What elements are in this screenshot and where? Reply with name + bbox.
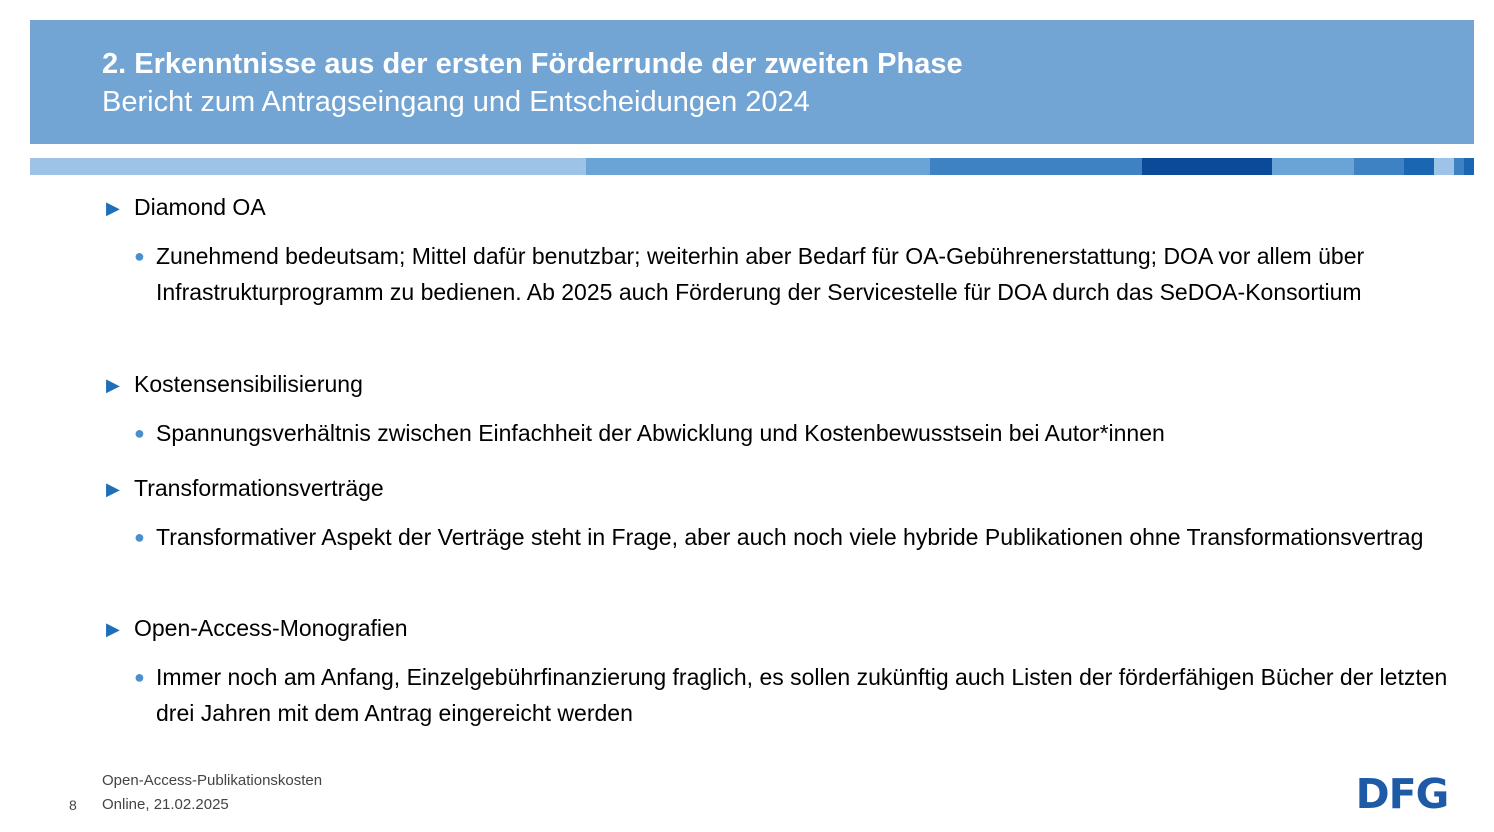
triangle-bullet-icon: ▶ <box>106 375 120 395</box>
stripe-segment <box>1434 158 1454 175</box>
section-point: ● Transformativer Aspekt der Verträge steht in Frage, aber auch noch viele hybride Publikationen ohne Transformationsvertrag <box>134 519 1454 555</box>
round-bullet-icon: ● <box>134 527 145 547</box>
stripe-segment <box>1454 158 1464 175</box>
triangle-bullet-icon: ▶ <box>106 198 120 218</box>
logo-lettering: DFG <box>1355 774 1449 811</box>
stripe-segment <box>1354 158 1404 175</box>
stripe-segment <box>930 158 1142 175</box>
stripe-segment <box>30 158 586 175</box>
section-point: ● Spannungsverhältnis zwischen Einfachheit der Abwicklung und Kostenbewusstsein bei Autor*innen <box>134 415 1454 451</box>
slide-subtitle: Bericht zum Antragseingang und Entscheidungen 2024 <box>102 86 810 118</box>
footer-date: Online, 21.02.2025 <box>102 796 229 813</box>
triangle-bullet-icon: ▶ <box>106 619 120 639</box>
section-point: ● Immer noch am Anfang, Einzelgebührfinanzierung fraglich, es sollen zukünftig auch Listen der förderfähigen Bücher der letzten drei Jahren mit dem Antrag eingereicht werden <box>134 659 1454 731</box>
title-banner <box>30 20 1474 144</box>
stripe-segment <box>586 158 930 175</box>
stripe-segment <box>1464 158 1474 175</box>
section-point: ● Zunehmend bedeutsam; Mittel dafür benutzbar; weiterhin aber Bedarf für OA-Gebührenerstattung; DOA vor allem über Infrastrukturprogramm zu bedienen. Ab 2025 auch Förderung der Servicestelle für DOA durch das SeDOA-Konsortium <box>134 238 1454 310</box>
round-bullet-icon: ● <box>134 423 145 443</box>
page-number: 8 <box>69 797 77 813</box>
stripe-segment <box>1272 158 1354 175</box>
stripe-segment <box>1404 158 1434 175</box>
stripe-segment <box>1142 158 1272 175</box>
round-bullet-icon: ● <box>134 667 145 687</box>
dfg-logo <box>1350 774 1454 811</box>
decorative-stripe <box>30 158 1474 175</box>
triangle-bullet-icon: ▶ <box>106 479 120 499</box>
slide-title: 2. Erkenntnisse aus der ersten Förderrunde der zweiten Phase <box>102 48 963 80</box>
footer-event-title: Open-Access-Publikationskosten <box>102 772 323 789</box>
round-bullet-icon: ● <box>134 246 145 266</box>
